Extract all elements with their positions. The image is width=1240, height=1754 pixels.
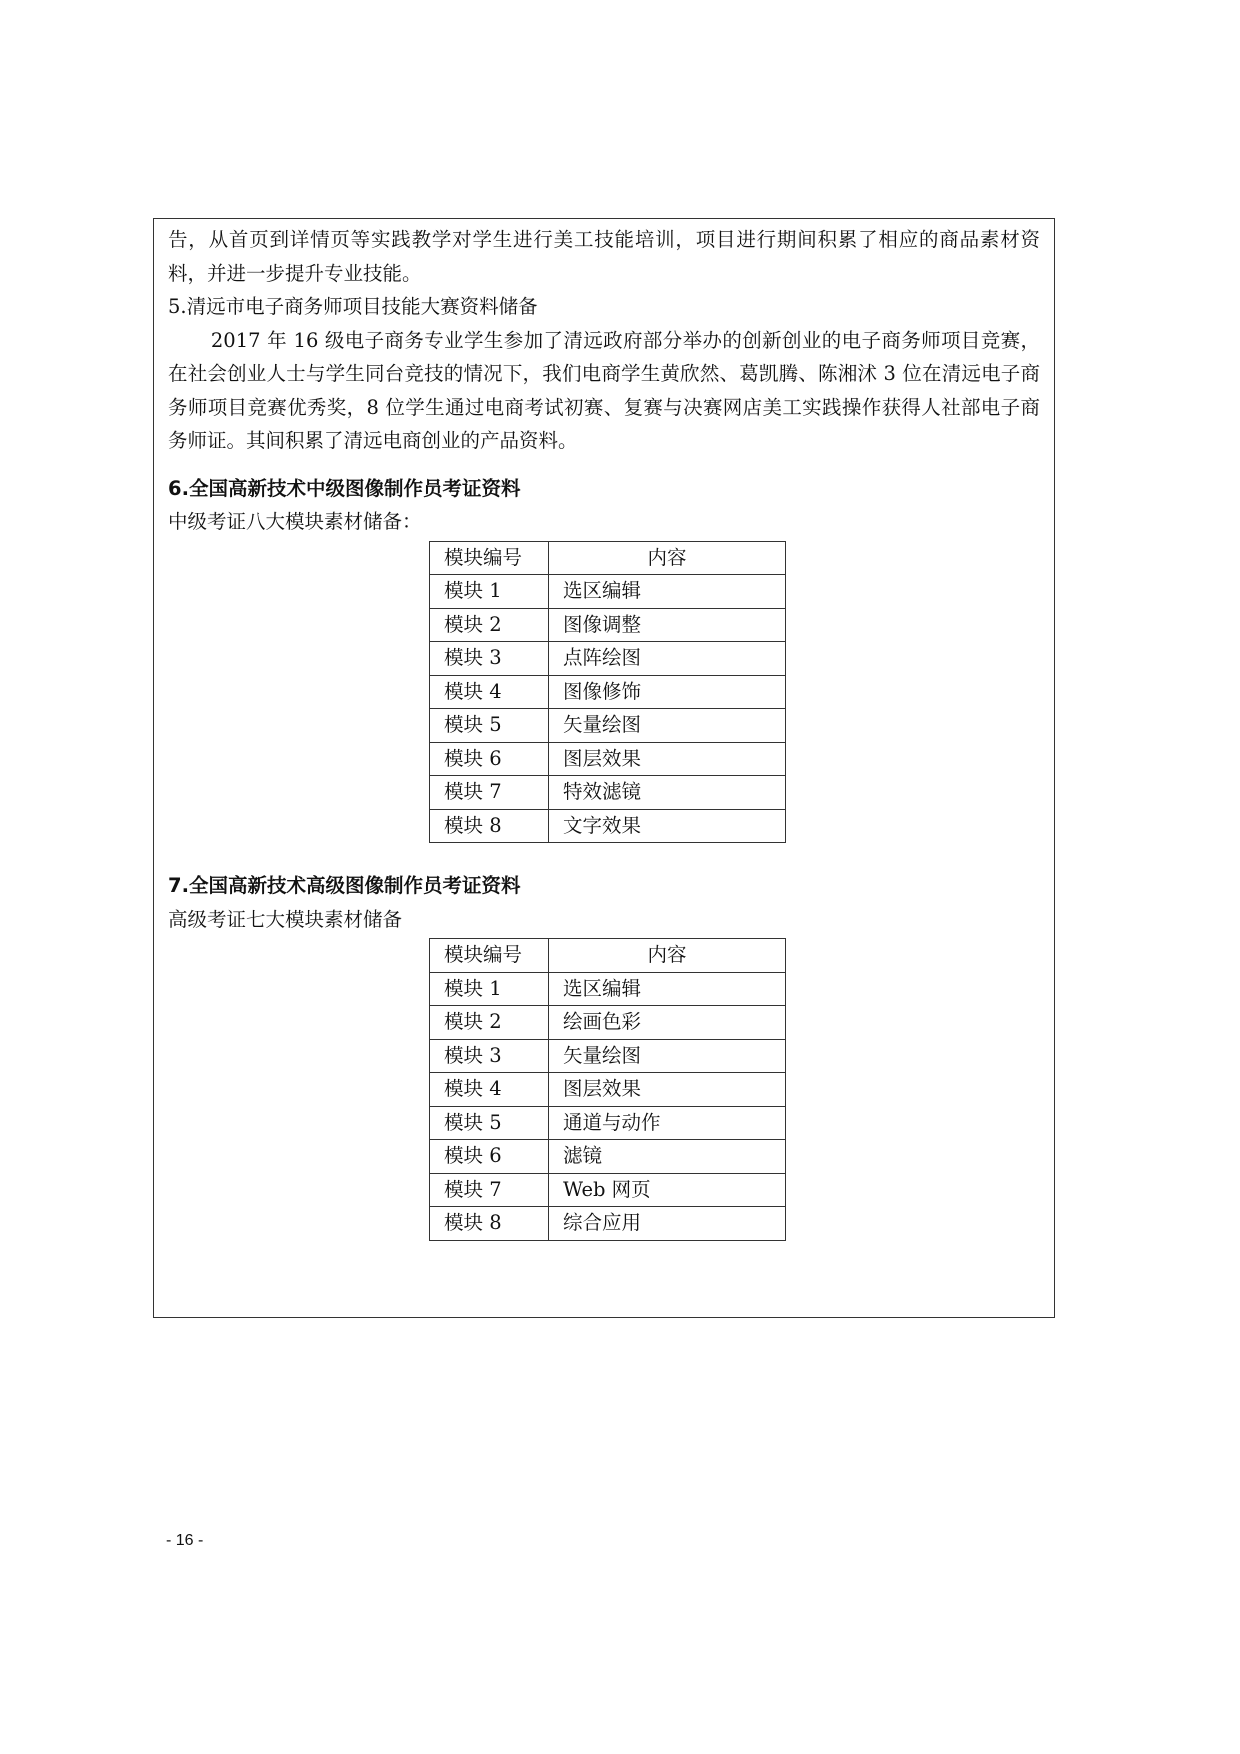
section-5-title: 5.清远市电子商务师项目技能大赛资料储备 — [168, 295, 538, 318]
table-row — [430, 776, 786, 810]
module-content-cell: 选区编辑 — [549, 972, 786, 1006]
module-content-cell: 图像修饰 — [549, 675, 786, 709]
module-content-cell: 特效滤镜 — [549, 776, 786, 810]
table-row — [430, 1006, 786, 1040]
table-row — [430, 1207, 786, 1241]
advanced-modules-table-body — [430, 939, 786, 1241]
header-module-number: 模块编号 — [430, 939, 549, 973]
section-5-paragraph: 2017 年 16 级电子商务专业学生参加了清远政府部分举办的创新创业的电子商务师项目竞赛，在社会创业人士与学生同台竞技的情况下，我们电商学生黄欣然、葛凯腾、陈湘沭 3 位在清远电子商务师项目竞赛优秀奖，8 位学生通过电商考试初赛、复赛与决赛网店美工实践操作获得人社部电子商务师证。其间积累了清远电商创业的产品资料。 — [168, 328, 1040, 452]
continued-paragraph: 告，从首页到详情页等实践教学对学生进行美工技能培训，项目进行期间积累了相应的商品素材资料，并进一步提升专业技能。 — [168, 228, 1040, 285]
table-row — [430, 675, 786, 709]
module-number-cell: 模块 6 — [430, 742, 549, 776]
module-number-cell: 模块 3 — [430, 642, 549, 676]
module-content-cell: 通道与动作 — [549, 1106, 786, 1140]
module-number-cell: 模块 2 — [430, 1006, 549, 1040]
table-row — [430, 642, 786, 676]
module-content-cell: Web 网页 — [549, 1173, 786, 1207]
header-content: 内容 — [549, 541, 786, 575]
module-number-cell: 模块 1 — [430, 972, 549, 1006]
table-row — [430, 742, 786, 776]
module-number-cell: 模块 3 — [430, 1039, 549, 1073]
table-row — [430, 1106, 786, 1140]
module-content-cell: 图层效果 — [549, 742, 786, 776]
module-number-cell: 模块 6 — [430, 1140, 549, 1174]
module-number-cell: 模块 7 — [430, 1173, 549, 1207]
intermediate-modules-table — [429, 541, 786, 844]
module-number-cell: 模块 7 — [430, 776, 549, 810]
module-content-cell: 图像调整 — [549, 608, 786, 642]
header-module-number: 模块编号 — [430, 541, 549, 575]
page-number: - 16 - — [166, 1532, 204, 1549]
module-content-cell: 矢量绘图 — [549, 1039, 786, 1073]
table-row — [430, 1039, 786, 1073]
section-6-intro: 中级考证八大模块素材储备： — [168, 510, 422, 533]
table-row — [430, 1140, 786, 1174]
module-content-cell: 矢量绘图 — [549, 709, 786, 743]
module-number-cell: 模块 4 — [430, 1073, 549, 1107]
table-row — [430, 972, 786, 1006]
table-header-row — [430, 541, 786, 575]
module-content-cell: 滤镜 — [549, 1140, 786, 1174]
module-content-cell: 图层效果 — [549, 1073, 786, 1107]
module-content-cell: 绘画色彩 — [549, 1006, 786, 1040]
section-7-title: 7.全国高新技术高级图像制作员考证资料 — [168, 874, 521, 897]
section-7-intro: 高级考证七大模块素材储备 — [168, 907, 403, 931]
content-frame — [153, 218, 1055, 1318]
module-content-cell: 点阵绘图 — [549, 642, 786, 676]
module-number-cell: 模块 8 — [430, 809, 549, 843]
table-row — [430, 575, 786, 609]
section-6-title: 6.全国高新技术中级图像制作员考证资料 — [168, 476, 521, 500]
table-row — [430, 709, 786, 743]
module-number-cell: 模块 2 — [430, 608, 549, 642]
module-content-cell: 选区编辑 — [549, 575, 786, 609]
table-row — [430, 1173, 786, 1207]
advanced-modules-table — [429, 938, 786, 1241]
intermediate-modules-table-body — [430, 541, 786, 843]
module-number-cell: 模块 5 — [430, 709, 549, 743]
table-header-row — [430, 939, 786, 973]
module-number-cell: 模块 4 — [430, 675, 549, 709]
table-row — [430, 608, 786, 642]
module-number-cell: 模块 8 — [430, 1207, 549, 1241]
module-content-cell: 文字效果 — [549, 809, 786, 843]
module-content-cell: 综合应用 — [549, 1207, 786, 1241]
document-body — [168, 223, 1040, 1241]
table-row — [430, 809, 786, 843]
table-row — [430, 1073, 786, 1107]
module-number-cell: 模块 1 — [430, 575, 549, 609]
header-content: 内容 — [549, 939, 786, 973]
module-number-cell: 模块 5 — [430, 1106, 549, 1140]
